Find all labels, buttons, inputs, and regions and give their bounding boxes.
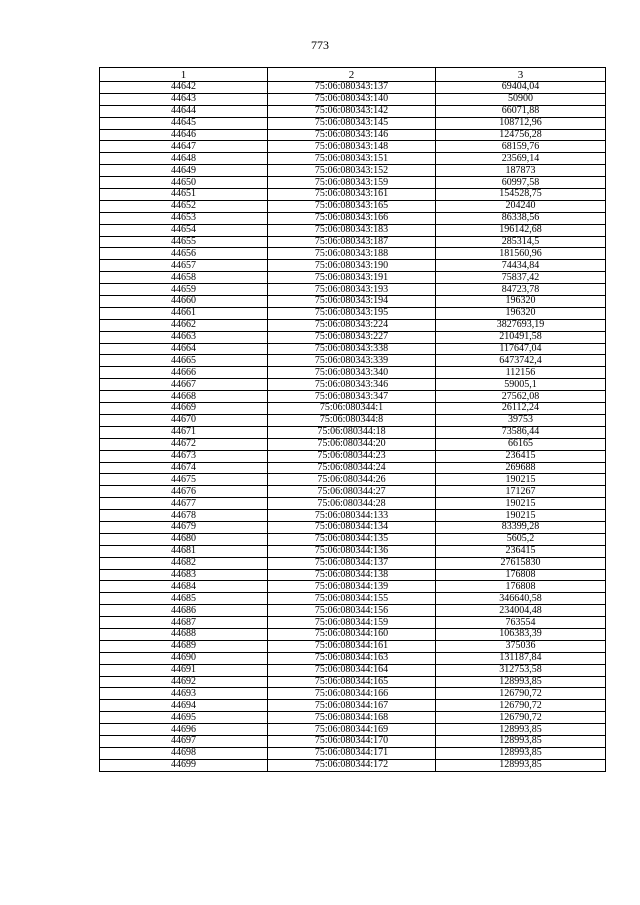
value-cell: 196142,68 bbox=[436, 224, 606, 236]
table-row bbox=[100, 355, 606, 367]
table-row bbox=[100, 224, 606, 236]
value-cell: 204240 bbox=[436, 200, 606, 212]
table-row bbox=[100, 141, 606, 153]
cadastral-number-cell: 75:06:080344:1 bbox=[268, 403, 436, 415]
cadastral-number-cell: 75:06:080343:146 bbox=[268, 129, 436, 141]
cadastral-number-cell: 75:06:080344:166 bbox=[268, 688, 436, 700]
table-row bbox=[100, 272, 606, 284]
row-number-cell: 44691 bbox=[100, 664, 268, 676]
row-number-cell: 44655 bbox=[100, 236, 268, 248]
row-number-cell: 44684 bbox=[100, 581, 268, 593]
value-cell: 108712,96 bbox=[436, 117, 606, 129]
table-row bbox=[100, 664, 606, 676]
value-cell: 84723,78 bbox=[436, 284, 606, 296]
table-row bbox=[100, 486, 606, 498]
row-number-cell: 44697 bbox=[100, 735, 268, 747]
value-cell: 210491,58 bbox=[436, 331, 606, 343]
cadastral-number-cell: 75:06:080343:165 bbox=[268, 200, 436, 212]
value-cell: 128993,85 bbox=[436, 676, 606, 688]
value-cell: 26112,24 bbox=[436, 403, 606, 415]
table-row bbox=[100, 414, 606, 426]
row-number-cell: 44646 bbox=[100, 129, 268, 141]
cadastral-number-cell: 75:06:080343:152 bbox=[268, 165, 436, 177]
table-row bbox=[100, 307, 606, 319]
data-table bbox=[99, 67, 606, 772]
row-number-cell: 44679 bbox=[100, 521, 268, 533]
row-number-cell: 44692 bbox=[100, 676, 268, 688]
value-cell: 3827693,19 bbox=[436, 319, 606, 331]
table-row bbox=[100, 545, 606, 557]
cadastral-number-cell: 75:06:080344:160 bbox=[268, 628, 436, 640]
cadastral-number-cell: 75:06:080344:169 bbox=[268, 724, 436, 736]
table-row bbox=[100, 688, 606, 700]
value-cell: 171267 bbox=[436, 486, 606, 498]
cadastral-number-cell: 75:06:080344:159 bbox=[268, 617, 436, 629]
row-number-cell: 44662 bbox=[100, 319, 268, 331]
table-row bbox=[100, 450, 606, 462]
value-cell: 763554 bbox=[436, 617, 606, 629]
row-number-cell: 44658 bbox=[100, 272, 268, 284]
row-number-cell: 44644 bbox=[100, 105, 268, 117]
value-cell: 190215 bbox=[436, 510, 606, 522]
value-cell: 66165 bbox=[436, 438, 606, 450]
table-row bbox=[100, 260, 606, 272]
row-number-cell: 44695 bbox=[100, 712, 268, 724]
row-number-cell: 44689 bbox=[100, 640, 268, 652]
table-row bbox=[100, 177, 606, 189]
cadastral-number-cell: 75:06:080344:134 bbox=[268, 521, 436, 533]
row-number-cell: 44668 bbox=[100, 391, 268, 403]
value-cell: 68159,76 bbox=[436, 141, 606, 153]
cadastral-number-cell: 75:06:080343:161 bbox=[268, 189, 436, 201]
value-cell: 83399,28 bbox=[436, 521, 606, 533]
table-row bbox=[100, 724, 606, 736]
table-row bbox=[100, 343, 606, 355]
cadastral-number-cell: 75:06:080343:137 bbox=[268, 82, 436, 94]
row-number-cell: 44677 bbox=[100, 498, 268, 510]
table-row bbox=[100, 498, 606, 510]
value-cell: 124756,28 bbox=[436, 129, 606, 141]
cadastral-number-cell: 75:06:080343:190 bbox=[268, 260, 436, 272]
row-number-cell: 44676 bbox=[100, 486, 268, 498]
table-row bbox=[100, 284, 606, 296]
cadastral-number-cell: 75:06:080344:168 bbox=[268, 712, 436, 724]
value-cell: 176808 bbox=[436, 569, 606, 581]
cadastral-number-cell: 75:06:080344:26 bbox=[268, 474, 436, 486]
cadastral-number-cell: 75:06:080344:138 bbox=[268, 569, 436, 581]
table-row bbox=[100, 319, 606, 331]
row-number-cell: 44682 bbox=[100, 557, 268, 569]
row-number-cell: 44657 bbox=[100, 260, 268, 272]
cadastral-number-cell: 75:06:080343:194 bbox=[268, 296, 436, 308]
value-cell: 346640,58 bbox=[436, 593, 606, 605]
table-row bbox=[100, 521, 606, 533]
value-cell: 181560,96 bbox=[436, 248, 606, 260]
cadastral-number-cell: 75:06:080343:195 bbox=[268, 307, 436, 319]
cadastral-number-cell: 75:06:080343:187 bbox=[268, 236, 436, 248]
cadastral-number-cell: 75:06:080344:23 bbox=[268, 450, 436, 462]
row-number-cell: 44652 bbox=[100, 200, 268, 212]
table-row bbox=[100, 617, 606, 629]
table-row bbox=[100, 296, 606, 308]
row-number-cell: 44681 bbox=[100, 545, 268, 557]
value-cell: 27615830 bbox=[436, 557, 606, 569]
row-number-cell: 44666 bbox=[100, 367, 268, 379]
cadastral-number-cell: 75:06:080344:18 bbox=[268, 426, 436, 438]
value-cell: 75837,42 bbox=[436, 272, 606, 284]
value-cell: 128993,85 bbox=[436, 747, 606, 759]
row-number-cell: 44653 bbox=[100, 212, 268, 224]
row-number-cell: 44659 bbox=[100, 284, 268, 296]
value-cell: 196320 bbox=[436, 296, 606, 308]
row-number-cell: 44686 bbox=[100, 605, 268, 617]
row-number-cell: 44683 bbox=[100, 569, 268, 581]
row-number-cell: 44693 bbox=[100, 688, 268, 700]
value-cell: 312753,58 bbox=[436, 664, 606, 676]
table-row bbox=[100, 474, 606, 486]
row-number-cell: 44672 bbox=[100, 438, 268, 450]
value-cell: 23569,14 bbox=[436, 153, 606, 165]
value-cell: 59005,1 bbox=[436, 379, 606, 391]
row-number-cell: 44654 bbox=[100, 224, 268, 236]
value-cell: 269688 bbox=[436, 462, 606, 474]
cadastral-number-cell: 75:06:080343:191 bbox=[268, 272, 436, 284]
row-number-cell: 44674 bbox=[100, 462, 268, 474]
value-cell: 176808 bbox=[436, 581, 606, 593]
table-row bbox=[100, 438, 606, 450]
cadastral-number-cell: 75:06:080344:136 bbox=[268, 545, 436, 557]
row-number-cell: 44698 bbox=[100, 747, 268, 759]
value-cell: 126790,72 bbox=[436, 712, 606, 724]
cadastral-number-cell: 75:06:080344:28 bbox=[268, 498, 436, 510]
table-row bbox=[100, 200, 606, 212]
cadastral-number-cell: 75:06:080344:170 bbox=[268, 735, 436, 747]
cadastral-number-cell: 75:06:080344:20 bbox=[268, 438, 436, 450]
table-row bbox=[100, 569, 606, 581]
row-number-cell: 44664 bbox=[100, 343, 268, 355]
row-number-cell: 44643 bbox=[100, 93, 268, 105]
cadastral-number-cell: 75:06:080344:24 bbox=[268, 462, 436, 474]
cadastral-number-cell: 75:06:080343:140 bbox=[268, 93, 436, 105]
table-row bbox=[100, 105, 606, 117]
table-row bbox=[100, 676, 606, 688]
cadastral-number-cell: 75:06:080343:339 bbox=[268, 355, 436, 367]
table-row bbox=[100, 129, 606, 141]
value-cell: 154528,75 bbox=[436, 189, 606, 201]
cadastral-number-cell: 75:06:080343:142 bbox=[268, 105, 436, 117]
row-number-cell: 44663 bbox=[100, 331, 268, 343]
value-cell: 86338,56 bbox=[436, 212, 606, 224]
value-cell: 6473742,4 bbox=[436, 355, 606, 367]
row-number-cell: 44688 bbox=[100, 628, 268, 640]
cadastral-number-cell: 75:06:080343:193 bbox=[268, 284, 436, 296]
cadastral-number-cell: 75:06:080344:135 bbox=[268, 533, 436, 545]
row-number-cell: 44696 bbox=[100, 724, 268, 736]
table-row bbox=[100, 640, 606, 652]
value-cell: 128993,85 bbox=[436, 724, 606, 736]
cadastral-number-cell: 75:06:080344:155 bbox=[268, 593, 436, 605]
row-number-cell: 44648 bbox=[100, 153, 268, 165]
cadastral-number-cell: 75:06:080344:27 bbox=[268, 486, 436, 498]
table-row bbox=[100, 403, 606, 415]
value-cell: 128993,85 bbox=[436, 735, 606, 747]
row-number-cell: 44647 bbox=[100, 141, 268, 153]
row-number-cell: 44650 bbox=[100, 177, 268, 189]
table-row bbox=[100, 236, 606, 248]
table-row bbox=[100, 652, 606, 664]
cadastral-number-cell: 75:06:080343:159 bbox=[268, 177, 436, 189]
table-row bbox=[100, 248, 606, 260]
value-cell: 236415 bbox=[436, 545, 606, 557]
row-number-cell: 44690 bbox=[100, 652, 268, 664]
value-cell: 375036 bbox=[436, 640, 606, 652]
row-number-cell: 44671 bbox=[100, 426, 268, 438]
table-row bbox=[100, 557, 606, 569]
table-row bbox=[100, 153, 606, 165]
table-body bbox=[100, 82, 606, 772]
cadastral-number-cell: 75:06:080344:165 bbox=[268, 676, 436, 688]
cadastral-number-cell: 75:06:080343:338 bbox=[268, 343, 436, 355]
column-header-2: 2 bbox=[268, 68, 436, 82]
table-row bbox=[100, 510, 606, 522]
value-cell: 196320 bbox=[436, 307, 606, 319]
value-cell: 27562,08 bbox=[436, 391, 606, 403]
row-number-cell: 44656 bbox=[100, 248, 268, 260]
value-cell: 190215 bbox=[436, 498, 606, 510]
cadastral-number-cell: 75:06:080343:346 bbox=[268, 379, 436, 391]
cadastral-number-cell: 75:06:080344:167 bbox=[268, 700, 436, 712]
row-number-cell: 44670 bbox=[100, 414, 268, 426]
page-number: 773 bbox=[311, 38, 329, 52]
value-cell: 187873 bbox=[436, 165, 606, 177]
value-cell: 285314,5 bbox=[436, 236, 606, 248]
cadastral-number-cell: 75:06:080343:183 bbox=[268, 224, 436, 236]
row-number-cell: 44687 bbox=[100, 617, 268, 629]
value-cell: 50900 bbox=[436, 93, 606, 105]
table-row bbox=[100, 189, 606, 201]
cadastral-number-cell: 75:06:080344:171 bbox=[268, 747, 436, 759]
row-number-cell: 44680 bbox=[100, 533, 268, 545]
value-cell: 112156 bbox=[436, 367, 606, 379]
table-row bbox=[100, 82, 606, 94]
cadastral-number-cell: 75:06:080343:340 bbox=[268, 367, 436, 379]
row-number-cell: 44673 bbox=[100, 450, 268, 462]
value-cell: 39753 bbox=[436, 414, 606, 426]
table-row bbox=[100, 117, 606, 129]
cadastral-number-cell: 75:06:080344:133 bbox=[268, 510, 436, 522]
value-cell: 117647,04 bbox=[436, 343, 606, 355]
cadastral-number-cell: 75:06:080344:161 bbox=[268, 640, 436, 652]
table-row bbox=[100, 367, 606, 379]
table-row bbox=[100, 379, 606, 391]
value-cell: 126790,72 bbox=[436, 688, 606, 700]
table-header-row bbox=[100, 68, 606, 82]
table-row bbox=[100, 581, 606, 593]
cadastral-number-cell: 75:06:080343:227 bbox=[268, 331, 436, 343]
value-cell: 236415 bbox=[436, 450, 606, 462]
cadastral-number-cell: 75:06:080343:166 bbox=[268, 212, 436, 224]
cadastral-number-cell: 75:06:080344:137 bbox=[268, 557, 436, 569]
column-header-1: 1 bbox=[100, 68, 268, 82]
row-number-cell: 44675 bbox=[100, 474, 268, 486]
cadastral-number-cell: 75:06:080343:347 bbox=[268, 391, 436, 403]
value-cell: 126790,72 bbox=[436, 700, 606, 712]
cadastral-number-cell: 75:06:080344:139 bbox=[268, 581, 436, 593]
row-number-cell: 44667 bbox=[100, 379, 268, 391]
table-row bbox=[100, 165, 606, 177]
cadastral-number-cell: 75:06:080344:8 bbox=[268, 414, 436, 426]
cadastral-number-cell: 75:06:080343:145 bbox=[268, 117, 436, 129]
value-cell: 234004,48 bbox=[436, 605, 606, 617]
cadastral-number-cell: 75:06:080343:151 bbox=[268, 153, 436, 165]
value-cell: 73586,44 bbox=[436, 426, 606, 438]
row-number-cell: 44649 bbox=[100, 165, 268, 177]
value-cell: 190215 bbox=[436, 474, 606, 486]
row-number-cell: 44642 bbox=[100, 82, 268, 94]
row-number-cell: 44645 bbox=[100, 117, 268, 129]
cadastral-number-cell: 75:06:080344:172 bbox=[268, 759, 436, 771]
row-number-cell: 44665 bbox=[100, 355, 268, 367]
table-row bbox=[100, 391, 606, 403]
row-number-cell: 44699 bbox=[100, 759, 268, 771]
row-number-cell: 44669 bbox=[100, 403, 268, 415]
table-row bbox=[100, 331, 606, 343]
cadastral-number-cell: 75:06:080343:188 bbox=[268, 248, 436, 260]
value-cell: 74434,84 bbox=[436, 260, 606, 272]
table-row bbox=[100, 747, 606, 759]
row-number-cell: 44685 bbox=[100, 593, 268, 605]
value-cell: 131187,84 bbox=[436, 652, 606, 664]
row-number-cell: 44660 bbox=[100, 296, 268, 308]
value-cell: 128993,85 bbox=[436, 759, 606, 771]
table-row bbox=[100, 462, 606, 474]
cadastral-number-cell: 75:06:080343:148 bbox=[268, 141, 436, 153]
value-cell: 69404,04 bbox=[436, 82, 606, 94]
table-row bbox=[100, 735, 606, 747]
row-number-cell: 44661 bbox=[100, 307, 268, 319]
table-row bbox=[100, 593, 606, 605]
value-cell: 5605,2 bbox=[436, 533, 606, 545]
cadastral-number-cell: 75:06:080344:156 bbox=[268, 605, 436, 617]
column-header-3: 3 bbox=[436, 68, 606, 82]
value-cell: 106383,39 bbox=[436, 628, 606, 640]
row-number-cell: 44651 bbox=[100, 189, 268, 201]
table-row bbox=[100, 426, 606, 438]
row-number-cell: 44678 bbox=[100, 510, 268, 522]
value-cell: 66071,88 bbox=[436, 105, 606, 117]
cadastral-number-cell: 75:06:080344:163 bbox=[268, 652, 436, 664]
table-row bbox=[100, 93, 606, 105]
table-row bbox=[100, 605, 606, 617]
table-row bbox=[100, 712, 606, 724]
table-row bbox=[100, 628, 606, 640]
row-number-cell: 44694 bbox=[100, 700, 268, 712]
table-row bbox=[100, 700, 606, 712]
table-row bbox=[100, 212, 606, 224]
cadastral-number-cell: 75:06:080344:164 bbox=[268, 664, 436, 676]
table-row bbox=[100, 759, 606, 771]
value-cell: 60997,58 bbox=[436, 177, 606, 189]
table-row bbox=[100, 533, 606, 545]
cadastral-number-cell: 75:06:080343:224 bbox=[268, 319, 436, 331]
